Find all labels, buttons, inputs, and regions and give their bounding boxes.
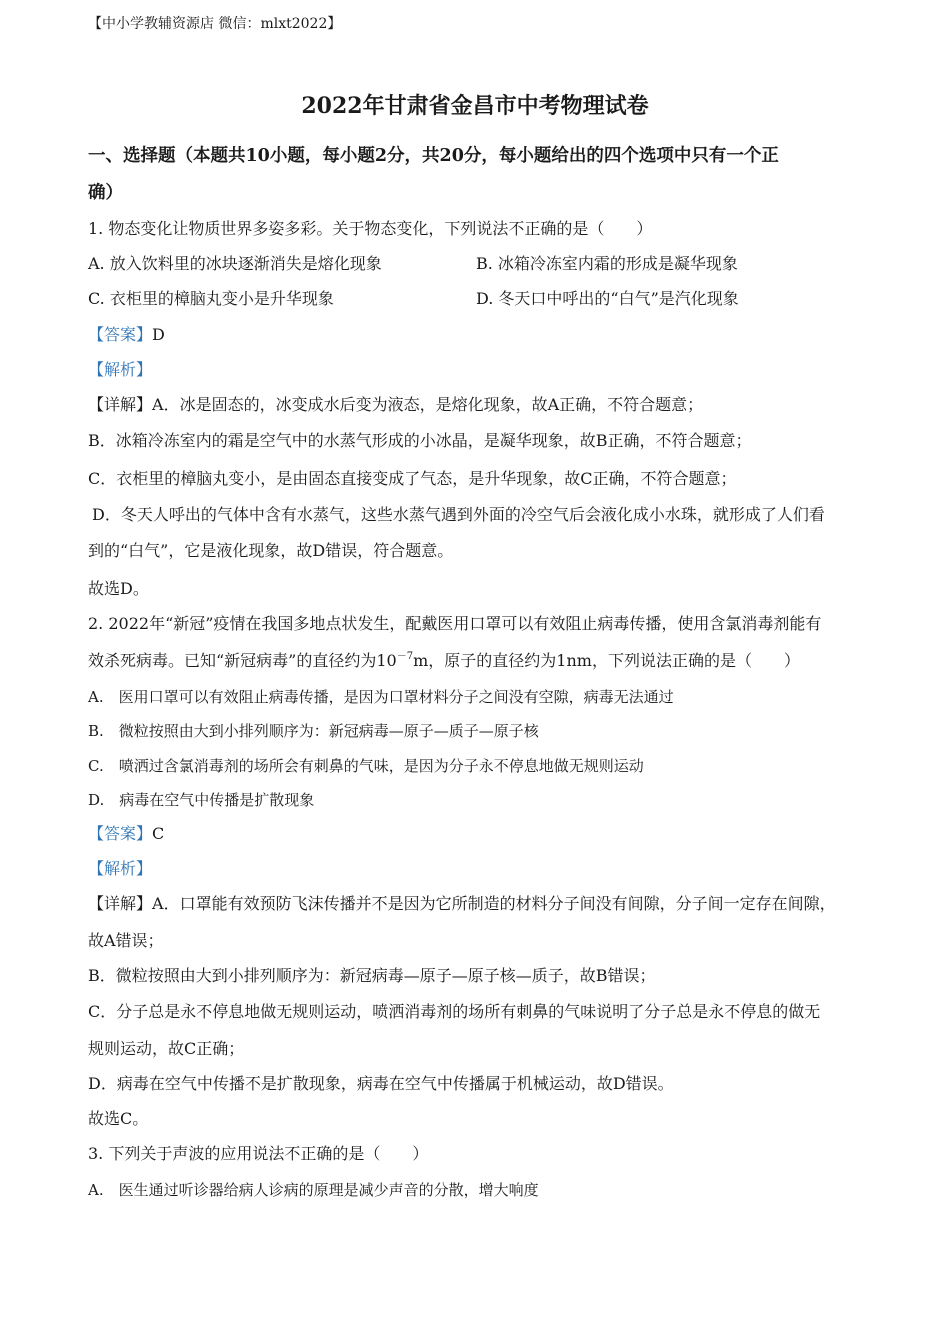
q1-detail-d-line1: D．冬天人呼出的气体中含有水蒸气，这些水蒸气遇到外面的冷空气后会液化成小水珠，就形成了人们看	[92, 505, 825, 524]
q1-option-c: C. 衣柜里的樟脑丸变小是升华现象	[88, 289, 334, 308]
q1-stem: 1. 物态变化让物质世界多姿多彩。关于物态变化，下列说法不正确的是（ ）	[88, 219, 653, 238]
q2-detail-a-line2: 故A错误；	[88, 931, 164, 950]
q1-detail-a	[88, 395, 703, 415]
q2-analysis-tag: 【解析】	[88, 859, 153, 878]
detail-tag: 【详解】	[88, 894, 153, 913]
section-heading-line2: 确）	[88, 183, 123, 203]
detail-tag: 【详解】	[88, 395, 153, 414]
q2-conclusion: 故选C。	[88, 1109, 149, 1128]
q2-stem-line1: 2. 2022年“新冠”疫情在我国多地点状发生，配戴医用口罩可以有效阻止病毒传播，使用含氯消毒剂能有	[88, 614, 822, 633]
section-heading-line1: 一、选择题（本题共10小题，每小题2分，共20分，每小题给出的四个选项中只有一个正	[88, 146, 779, 166]
q1-analysis-tag: 【解析】	[88, 360, 153, 379]
q1-conclusion: 故选D。	[88, 579, 149, 598]
answer-value: D	[152, 325, 165, 344]
q2-detail-d: D．病毒在空气中传播不是扩散现象，病毒在空气中传播属于机械运动，故D错误。	[88, 1074, 674, 1093]
answer-tag: 【答案】	[88, 325, 153, 344]
exam-title: 2022年甘肃省金昌市中考物理试卷	[301, 93, 649, 119]
page-header-note: 【中小学教辅资源店 微信：mlxt2022】	[88, 16, 342, 32]
stem-text-pre: 效杀死病毒。已知“新冠病毒”的直径约为10	[88, 651, 397, 670]
q1-answer	[88, 325, 165, 345]
q2-option-d: D. 病毒在空气中传播是扩散现象	[88, 791, 315, 809]
q1-detail-d-line2: 到的“白气”，它是液化现象，故D错误，符合题意。	[88, 541, 454, 560]
detail-text: A．口罩能有效预防飞沫传播并不是因为它所制造的材料分子间没有间隙，分子间一定存在间隙，	[152, 894, 836, 913]
q2-option-c: C. 喷洒过含氯消毒剂的场所会有刺鼻的气味，是因为分子永不停息地做无规则运动	[88, 757, 644, 775]
stem-text-post: m，原子的直径约为1nm，下列说法正确的是（ ）	[413, 651, 800, 670]
exponent: －7	[396, 651, 414, 662]
q2-option-b: B. 微粒按照由大到小排列顺序为：新冠病毒—原子—质子—原子核	[88, 722, 539, 740]
answer-value: C	[152, 824, 165, 843]
detail-text: A．冰是固态的，冰变成水后变为液态，是熔化现象，故A正确，不符合题意；	[152, 395, 704, 414]
q2-detail-c-line1: C．分子总是永不停息地做无规则运动，喷洒消毒剂的场所有刺鼻的气味说明了分子总是永不停息的做无	[88, 1002, 821, 1021]
q1-detail-b: B．冰箱冷冻室内的霜是空气中的水蒸气形成的小冰晶，是凝华现象，故B正确，不符合题意；	[88, 431, 752, 450]
q1-option-a: A. 放入饮料里的冰块逐渐消失是熔化现象	[88, 254, 382, 273]
q2-option-a: A. 医用口罩可以有效阻止病毒传播，是因为口罩材料分子之间没有空隙，病毒无法通过	[88, 688, 674, 706]
answer-tag: 【答案】	[88, 824, 153, 843]
q3-stem: 3. 下列关于声波的应用说法不正确的是（ ）	[88, 1144, 429, 1163]
q3-option-a: A. 医生通过听诊器给病人诊病的原理是减少声音的分散，增大响度	[88, 1181, 539, 1199]
q1-detail-c: C．衣柜里的樟脑丸变小，是由固态直接变成了气态，是升华现象，故C正确，不符合题意；	[88, 469, 737, 488]
q2-answer	[88, 824, 164, 844]
q1-option-d: D. 冬天口中呼出的“白气”是汽化现象	[476, 289, 739, 308]
q1-option-b: B. 冰箱冷冻室内霜的形成是凝华现象	[476, 254, 738, 273]
q2-detail-c-line2: 规则运动，故C正确；	[88, 1039, 245, 1058]
q2-stem-line2	[88, 651, 800, 671]
q2-detail-b: B．微粒按照由大到小排列顺序为：新冠病毒—原子—原子核—质子，故B错误；	[88, 966, 656, 985]
q2-detail-a-line1	[88, 894, 836, 914]
